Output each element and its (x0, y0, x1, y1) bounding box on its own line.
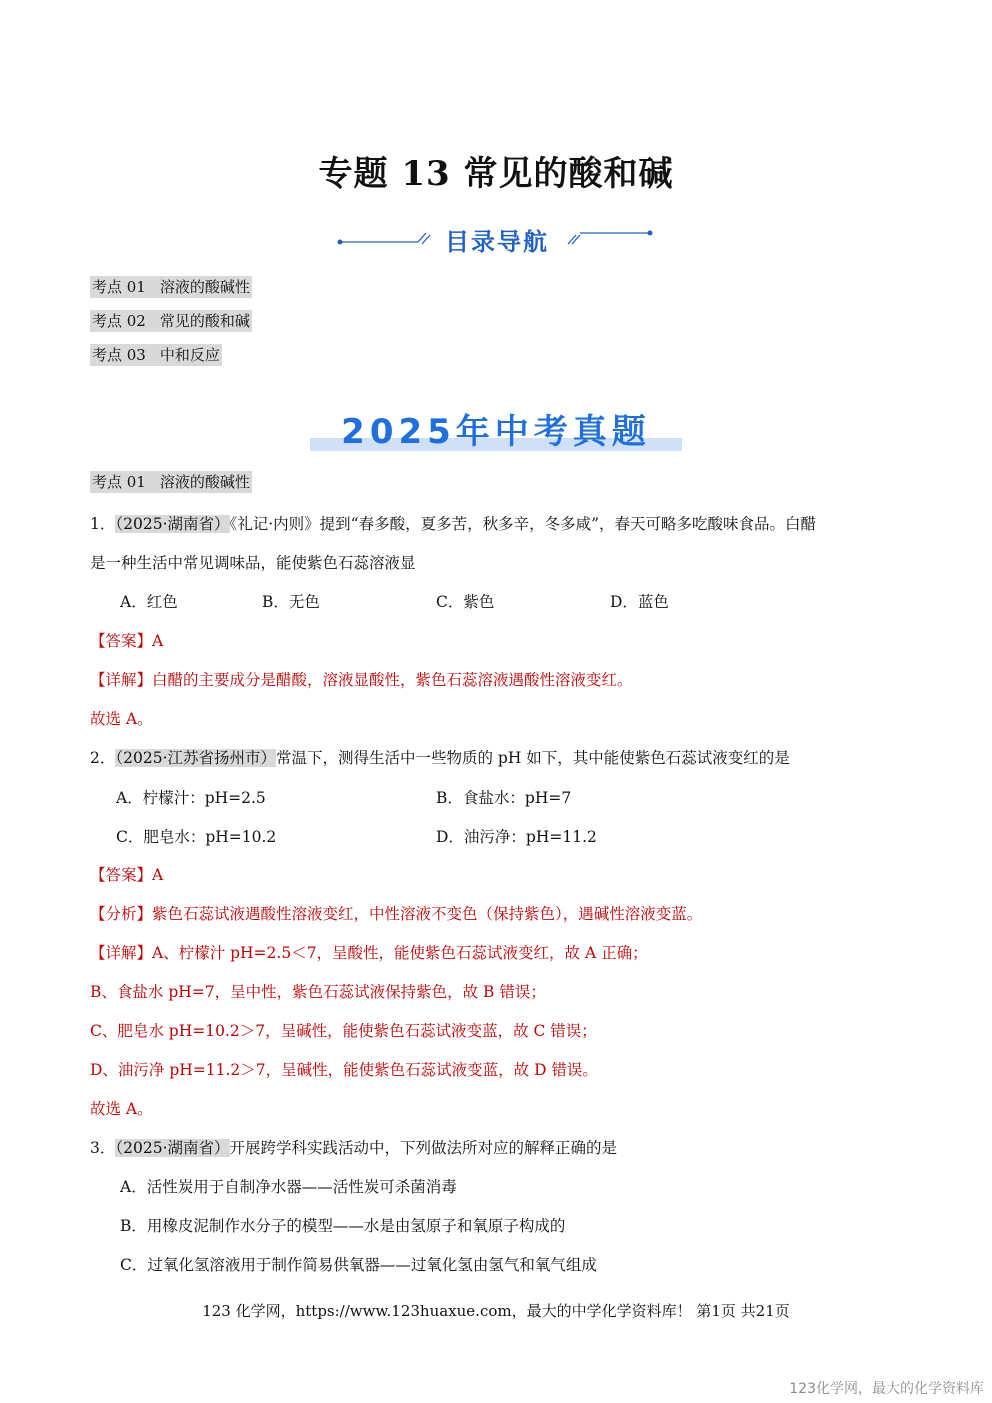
q2-analysis: 【分析】紫色石蕊试液遇酸性溶液变红，中性溶液不变色（保持紫色），遇碱性溶液变蓝。 (90, 905, 703, 923)
q2-option-c: C．肥皂水：pH=10.2 (116, 828, 277, 846)
q1-choose: 故选 A。 (90, 710, 153, 728)
toc-item[interactable] (90, 344, 222, 366)
exam-banner (310, 402, 682, 458)
toc-item-label: 中和反应 (159, 346, 220, 364)
section-number: 考点 01 (92, 473, 146, 491)
toc-item[interactable] (90, 310, 252, 332)
q2-detail-d: D、油污净 pH=11.2＞7，呈碱性，能使紫色石蕊试液变蓝，故 D 错误。 (90, 1061, 598, 1079)
q1-option-a: A．红色 (120, 593, 178, 611)
q3-option-b: B．用橡皮泥制作水分子的模型——水是由氢原子和氧原子构成的 (120, 1217, 566, 1235)
q1-option-c: C．紫色 (436, 593, 495, 611)
q2-detail-c: C、肥皂水 pH=10.2＞7，呈碱性，能使紫色石蕊试液变蓝，故 C 错误； (90, 1022, 597, 1040)
q1-answer: 【答案】A (90, 632, 164, 650)
toc-item-label: 溶液的酸碱性 (159, 278, 250, 296)
q2-text: 常温下，测得生活中一些物质的 pH 如下，其中能使紫色石蕊试液变红的是 (276, 749, 790, 767)
banner-text: 2025年中考真题 (341, 412, 651, 452)
q1-text: 《礼记·内则》提到“春多酸，夏多苦，秋多辛，冬多咸”，春天可略多吃酸味食品。白醋 (229, 515, 817, 533)
toc-item[interactable] (90, 276, 252, 298)
q2-stem (90, 747, 790, 769)
q1-stem-line1 (90, 513, 816, 535)
site-watermark: 123化学网，最大的化学资料库 (789, 1381, 984, 1397)
toc-item-number: 考点 03 (92, 346, 146, 364)
q1-stem-line2: 是一种生活中常见调味品，能使紫色石蕊溶液显 (90, 554, 416, 572)
q3-stem (90, 1137, 617, 1159)
q2-option-b: B．食盐水：pH=7 (436, 789, 572, 807)
q2-answer: 【答案】A (90, 866, 164, 884)
q3-option-c: C．过氧化氢溶液用于制作简易供氧器——过氧化氢由氢气和氧气组成 (120, 1256, 597, 1274)
q3-source: （2025·湖南省） (115, 1139, 230, 1157)
page-title: 专题 13 常见的酸和碱 (318, 154, 674, 194)
q1-number: 1． (90, 515, 116, 533)
toc-item-number: 考点 02 (92, 312, 146, 330)
q2-option-a: A．柠檬汁：pH=2.5 (116, 789, 266, 807)
q2-source: （2025·江苏省扬州市） (115, 749, 276, 767)
q2-option-d: D．油污净：pH=11.2 (436, 828, 597, 846)
toc-item-number: 考点 01 (92, 278, 146, 296)
section-heading (90, 471, 252, 493)
q1-option-b: B．无色 (262, 593, 320, 611)
q2-detail-b: B、食盐水 pH=7，呈中性，紫色石蕊试液保持紫色，故 B 错误； (90, 983, 546, 1001)
q3-text: 开展跨学科实践活动中，下列做法所对应的解释正确的是 (229, 1139, 618, 1157)
q3-option-a: A．活性炭用于自制净水器——活性炭可杀菌消毒 (120, 1178, 457, 1196)
q2-choose: 故选 A。 (90, 1100, 153, 1118)
q1-source: （2025·湖南省） (115, 515, 230, 533)
section-label: 溶液的酸碱性 (159, 473, 250, 491)
page-footer: 123 化学网，https://www.123huaxue.com，最大的中学化学资料库！ 第1页 共21页 (202, 1302, 790, 1320)
q3-number: 3． (90, 1139, 116, 1157)
q2-detail-a: 【详解】A、柠檬汁 pH=2.5＜7，呈酸性，能使紫色石蕊试液变红，故 A 正确； (90, 944, 648, 962)
q2-number: 2． (90, 749, 116, 767)
q1-detail: 【详解】白醋的主要成分是醋酸，溶液显酸性，紫色石蕊溶液遇酸性溶液变红。 (90, 671, 633, 689)
nav-heading-block (336, 222, 658, 258)
q1-option-d: D．蓝色 (610, 593, 669, 611)
toc-item-label: 常见的酸和碱 (159, 312, 250, 330)
nav-heading: 目录导航 (445, 228, 549, 256)
